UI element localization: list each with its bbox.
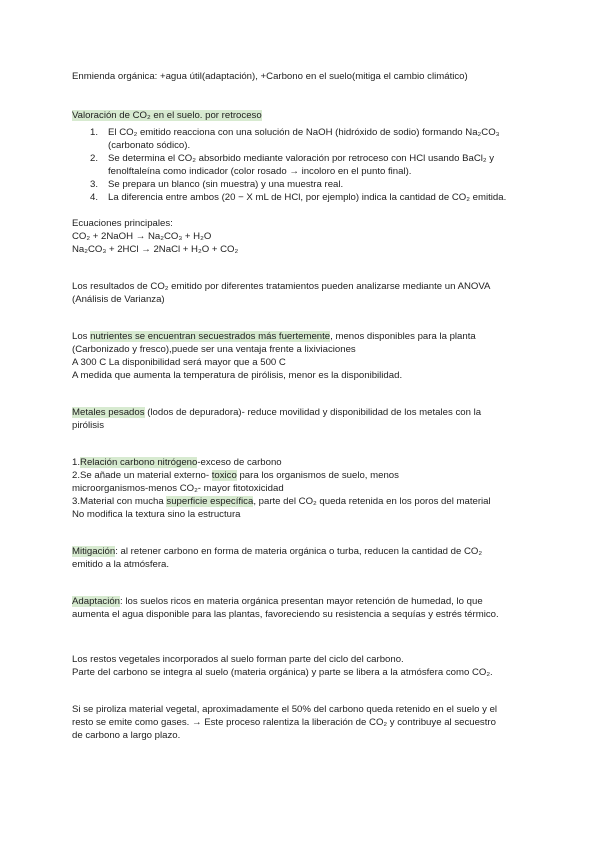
valoracion-heading: [72, 109, 532, 122]
equation-2: Na₂CO₃ + 2HCl → 2NaCl + H₂O + CO₂: [72, 244, 239, 255]
point-2-line-2: microorganismos-menos CO₂- mayor fitotoxicidad: [72, 483, 284, 494]
list-number: 4.: [90, 192, 99, 203]
mitigation-line-1: [72, 545, 532, 558]
mitigation-highlight: Mitigación: [72, 546, 116, 557]
pyrolysis-line-2: resto se emite como gases. → Este proceso ralentiza la liberación de CO₂ y contribuye al secuestro: [72, 717, 496, 728]
residues-line-1: Los restos vegetales incorporados al suelo forman parte del ciclo del carbono.: [72, 654, 404, 665]
list-number: 1.: [90, 127, 99, 138]
list-number: 2.: [90, 153, 99, 164]
point-1-pre: 1.: [72, 457, 81, 468]
valoracion-steps: [72, 126, 532, 204]
point-2: [72, 469, 532, 482]
point-3: [72, 495, 532, 508]
list-item: [72, 126, 532, 152]
point-2-highlight: toxico: [211, 470, 237, 481]
list-number: 3.: [90, 179, 99, 190]
list-text: Se determina el CO₂ absorbido mediante valoración por retroceso con HCl usando BaCl₂ y fenolftaleína como indicador (color rosado → incoloro en el punto final).: [108, 153, 495, 177]
anova-line-2: (Análisis de Varianza): [72, 294, 165, 305]
adaptation-highlight: Adaptación: [72, 596, 121, 607]
metals-post: (lodos de depuradora)- reduce movilidad y disponibilidad de los metales con la: [144, 407, 482, 418]
point-3-post: , parte del CO₂ queda retenida en los poros del material: [253, 496, 491, 507]
nutrients-post: , menos disponibles para la planta: [330, 331, 476, 342]
anova-line-1: Los resultados de CO₂ emitido por diferentes tratamientos pueden analizarse mediante un ANOVA: [72, 281, 491, 292]
list-text: El CO₂ emitido reacciona con una solución de NaOH (hidróxido de sodio) formando Na₂CO₃ (carbonato sódico).: [108, 127, 500, 151]
list-text: Se prepara un blanco (sin muestra) y una muestra real.: [108, 179, 344, 190]
point-3-line-2: No modifica la textura sino la estructura: [72, 509, 241, 520]
list-item: [72, 178, 532, 191]
point-3-highlight: superficie específica: [166, 496, 254, 507]
nutrients-highlight: nutrientes se encuentran secuestrados más fuertemente: [90, 331, 331, 342]
residues-line-2: Parte del carbono se integra al suelo (materia orgánica) y parte se libera a la atmósfera como CO₂.: [72, 667, 493, 678]
adaptation-line-2: aumenta el agua disponible para las plantas, favoreciendo su resistencia a sequías y estrés térmico.: [72, 609, 499, 620]
nutrients-line-4: A medida que aumenta la temperatura de pirólisis, menor es la disponibilidad.: [72, 370, 403, 381]
adaptation-line-1: [72, 595, 532, 608]
pyrolysis-line-1: Si se piroliza material vegetal, aproximadamente el 50% del carbono queda retenido en el suelo y el: [72, 704, 498, 715]
mitigation-line-2: emitido a la atmósfera.: [72, 559, 170, 570]
adaptation-post: : los suelos ricos en materia orgánica presentan mayor retención de humedad, lo que: [120, 596, 483, 607]
document-page: [72, 70, 532, 742]
mitigation-post: : al retener carbono en forma de materia orgánica o turba, reducen la cantidad de CO₂: [115, 546, 483, 557]
valoracion-heading-highlight: Valoración de CO₂ en el suelo. por retroceso: [72, 110, 262, 121]
point-1: [72, 456, 532, 469]
metals-highlight: Metales pesados: [72, 407, 145, 418]
list-text: La diferencia entre ambos (20 − X mL de HCl, por ejemplo) indica la cantidad de CO₂ emitida.: [108, 192, 507, 203]
point-3-pre: 3.Material con mucha: [72, 496, 167, 507]
list-item: [72, 191, 532, 204]
intro-line: Enmienda orgánica: +agua útil(adaptación), +Carbono en el suelo(mitiga el cambio climático): [72, 71, 468, 82]
nutrients-line-2: (Carbonizado y fresco),puede ser una ventaja frente a lixiviaciones: [72, 344, 356, 355]
pyrolysis-line-3: de carbono a largo plazo.: [72, 730, 181, 741]
point-2-pre: 2.Se añade un material externo-: [72, 470, 212, 481]
metals-line-2: pirólisis: [72, 420, 104, 431]
nutrients-line-1: [72, 330, 532, 343]
metals-line-1: [72, 406, 532, 419]
equation-1: CO₂ + 2NaOH → Na₂CO₃ + H₂O: [72, 231, 212, 242]
nutrients-pre: Los: [72, 331, 91, 342]
nutrients-line-3: A 300 C La disponibilidad será mayor que a 500 C: [72, 357, 286, 368]
point-1-highlight: Relación carbono nitrógeno: [80, 457, 198, 468]
list-item: [72, 152, 532, 178]
point-1-post: -exceso de carbono: [197, 457, 282, 468]
point-2-post: para los organismos de suelo, menos: [236, 470, 399, 481]
equations-title: Ecuaciones principales:: [72, 218, 173, 229]
